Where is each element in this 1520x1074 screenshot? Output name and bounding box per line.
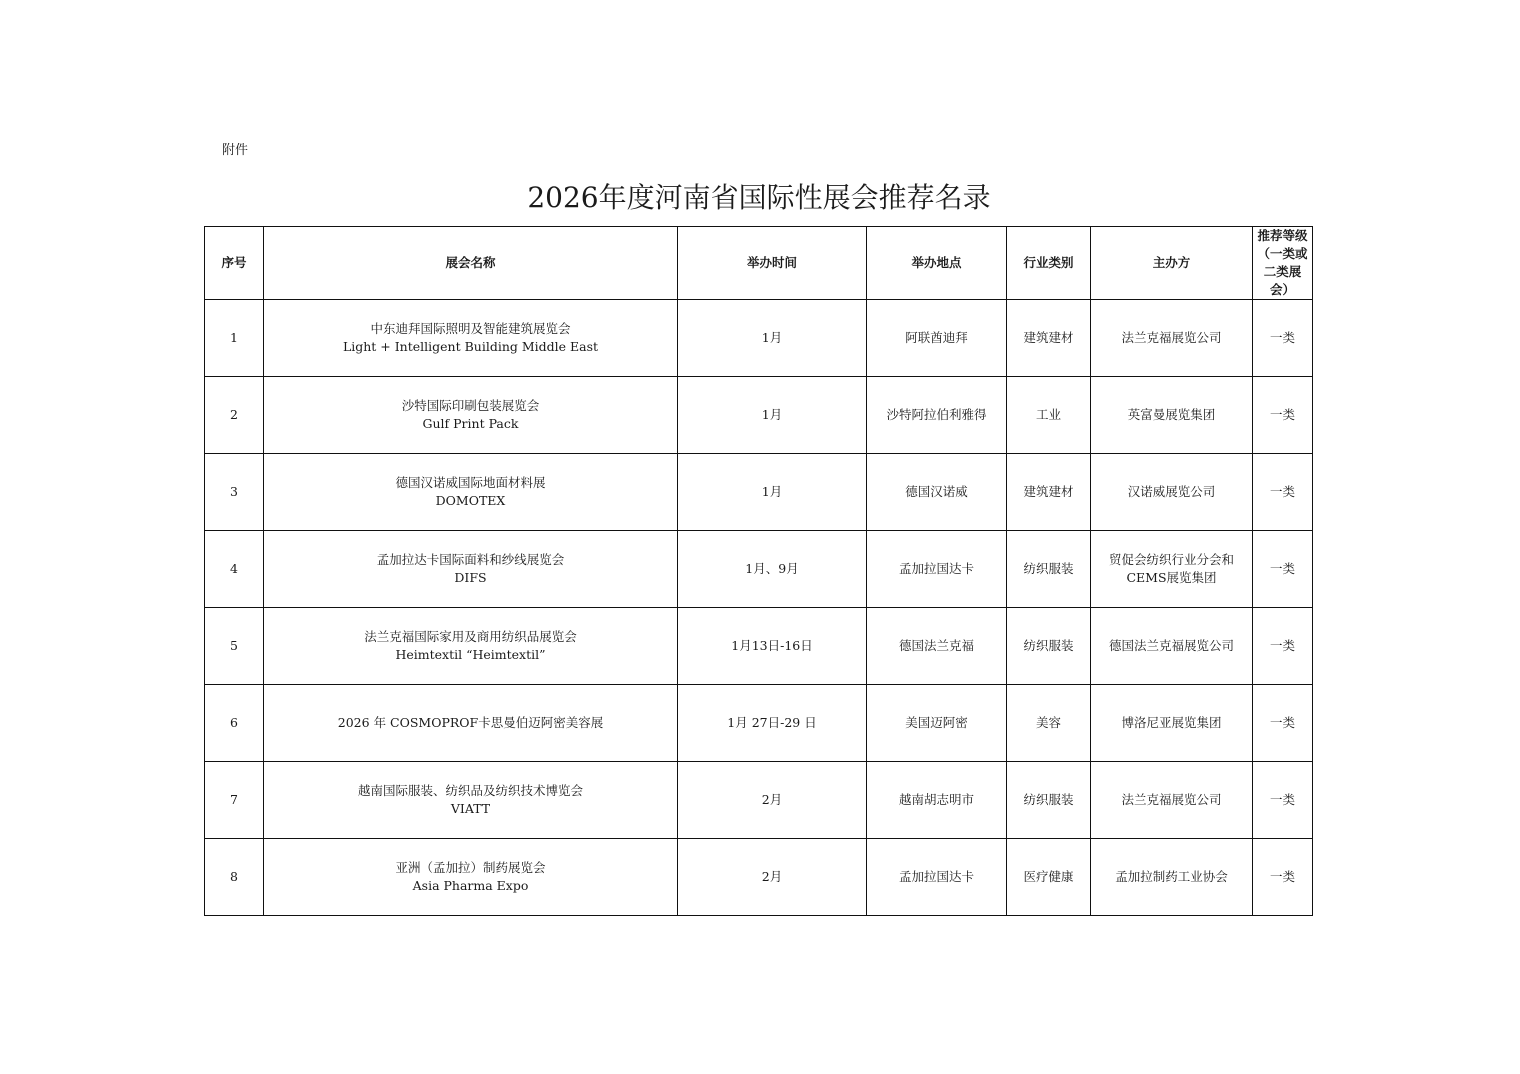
cell-industry: 美容 (1007, 685, 1091, 762)
cell-time: 1月 (678, 377, 867, 454)
table-row (205, 685, 1313, 762)
cell-index: 2 (205, 377, 264, 454)
cell-index: 4 (205, 531, 264, 608)
cell-industry: 纺织服装 (1007, 531, 1091, 608)
organizer-line: 法兰克福展览公司 (1121, 330, 1222, 345)
cell-place: 孟加拉国达卡 (867, 531, 1007, 608)
name-en: Asia Pharma Expo (412, 878, 529, 893)
cell-industry: 建筑建材 (1007, 300, 1091, 377)
cell-name (264, 839, 678, 916)
cell-place: 越南胡志明市 (867, 762, 1007, 839)
organizer-line: 德国法兰克福展览公司 (1108, 638, 1234, 653)
cell-organizer (1091, 531, 1253, 608)
cell-industry: 医疗健康 (1007, 839, 1091, 916)
cell-industry: 工业 (1007, 377, 1091, 454)
organizer-line: CEMS展览集团 (1126, 570, 1217, 585)
cell-index: 7 (205, 762, 264, 839)
cell-time: 2月 (678, 762, 867, 839)
cell-name (264, 685, 678, 762)
name-en: Gulf Print Pack (422, 416, 519, 431)
cell-industry: 纺织服装 (1007, 762, 1091, 839)
name-cn: 沙特国际印刷包装展览会 (401, 398, 540, 413)
cell-place: 德国法兰克福 (867, 608, 1007, 685)
organizer-line: 孟加拉制药工业协会 (1115, 869, 1228, 884)
cell-name (264, 608, 678, 685)
cell-time: 1月 (678, 454, 867, 531)
cell-index: 1 (205, 300, 264, 377)
organizer-line: 法兰克福展览公司 (1121, 792, 1222, 807)
header-level (1253, 227, 1313, 300)
cell-time: 1月 27日-29 日 (678, 685, 867, 762)
cell-name (264, 762, 678, 839)
table-row (205, 762, 1313, 839)
cell-place: 孟加拉国达卡 (867, 839, 1007, 916)
header-index: 序号 (205, 227, 264, 300)
cell-index: 3 (205, 454, 264, 531)
name-en: VIATT (450, 801, 491, 816)
name-en: Light + Intelligent Building Middle East (342, 339, 599, 354)
header-industry: 行业类别 (1007, 227, 1091, 300)
page-title: 2026年度河南省国际性展会推荐名录 (527, 181, 991, 214)
cell-place: 德国汉诺威 (867, 454, 1007, 531)
name-cn: 2026 年 COSMOPROF卡思曼伯迈阿密美容展 (337, 715, 604, 730)
organizer-line: 汉诺威展览公司 (1127, 484, 1216, 499)
cell-organizer (1091, 377, 1253, 454)
cell-organizer (1091, 685, 1253, 762)
attachment-label: 附件 (222, 143, 249, 158)
cell-place: 沙特阿拉伯利雅得 (867, 377, 1007, 454)
cell-time: 1月13日-16日 (678, 608, 867, 685)
name-cn: 法兰克福国际家用及商用纺织品展览会 (364, 629, 577, 644)
cell-place: 美国迈阿密 (867, 685, 1007, 762)
header-organizer: 主办方 (1091, 227, 1253, 300)
name-cn: 德国汉诺威国际地面材料展 (395, 475, 546, 490)
cell-name (264, 377, 678, 454)
cell-time: 1月 (678, 300, 867, 377)
name-en: DIFS (454, 570, 487, 585)
header-level-line: 推荐等级 (1257, 228, 1308, 243)
header-place: 举办地点 (867, 227, 1007, 300)
name-en: Heimtextil “Heimtextil” (395, 647, 546, 662)
cell-level: 一类 (1253, 454, 1313, 531)
table-row (205, 300, 1313, 377)
cell-name (264, 454, 678, 531)
header-level-line: （一类或 (1257, 246, 1308, 261)
header-time: 举办时间 (678, 227, 867, 300)
cell-name (264, 300, 678, 377)
name-en: DOMOTEX (435, 493, 506, 508)
cell-time: 1月、9月 (678, 531, 867, 608)
table-row (205, 531, 1313, 608)
table-header-row (205, 227, 1313, 300)
header-name: 展会名称 (264, 227, 678, 300)
cell-industry: 建筑建材 (1007, 454, 1091, 531)
exhibition-table (204, 226, 1313, 916)
organizer-line: 博洛尼亚展览集团 (1121, 715, 1222, 730)
cell-level: 一类 (1253, 531, 1313, 608)
organizer-line: 贸促会纺织行业分会和 (1108, 552, 1234, 567)
name-cn: 亚洲（孟加拉）制药展览会 (395, 860, 546, 875)
cell-level: 一类 (1253, 839, 1313, 916)
cell-level: 一类 (1253, 300, 1313, 377)
cell-index: 8 (205, 839, 264, 916)
cell-name (264, 531, 678, 608)
cell-industry: 纺织服装 (1007, 608, 1091, 685)
cell-level: 一类 (1253, 685, 1313, 762)
cell-organizer (1091, 454, 1253, 531)
cell-organizer (1091, 300, 1253, 377)
table-row (205, 377, 1313, 454)
name-cn: 中东迪拜国际照明及智能建筑展览会 (370, 321, 571, 336)
table-row (205, 608, 1313, 685)
organizer-line: 英富曼展览集团 (1127, 407, 1216, 422)
header-level-line: 二类展 (1263, 264, 1302, 279)
cell-level: 一类 (1253, 608, 1313, 685)
header-level-line: 会） (1269, 282, 1295, 297)
cell-organizer (1091, 839, 1253, 916)
name-cn: 孟加拉达卡国际面料和纱线展览会 (376, 552, 565, 567)
cell-time: 2月 (678, 839, 867, 916)
table-row (205, 454, 1313, 531)
cell-index: 5 (205, 608, 264, 685)
cell-level: 一类 (1253, 377, 1313, 454)
cell-level: 一类 (1253, 762, 1313, 839)
cell-index: 6 (205, 685, 264, 762)
name-cn: 越南国际服装、纺织品及纺织技术博览会 (357, 783, 583, 798)
table-row (205, 839, 1313, 916)
cell-place: 阿联酋迪拜 (867, 300, 1007, 377)
cell-organizer (1091, 762, 1253, 839)
cell-organizer (1091, 608, 1253, 685)
